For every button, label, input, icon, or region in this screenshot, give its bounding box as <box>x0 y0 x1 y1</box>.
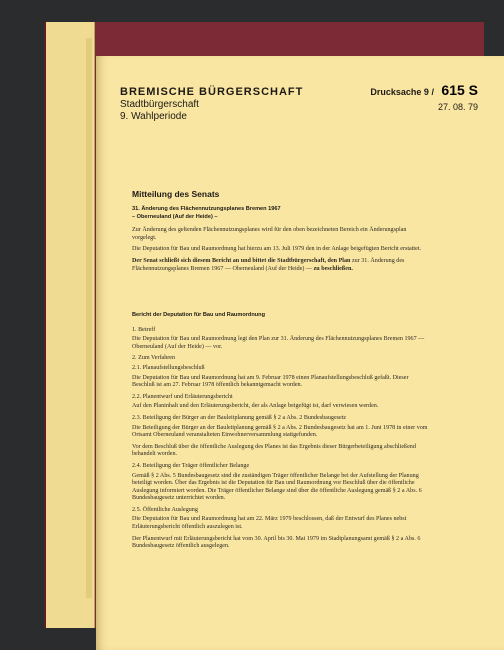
document-reference <box>370 82 478 112</box>
intro-paragraph-2: Die Deputation für Bau und Raumordnung hat hierzu am 13. Juli 1979 den in der Anlage beigefügten Bericht erstattet. <box>132 246 422 253</box>
section-2-1-title: 2.1. Planaufstellungsbeschluß <box>132 364 205 371</box>
intro-p3-rest: zur 31. Änderung des Flächennutzungsplanes Bremen 1967 — Oberneuland (Auf der Heide) — <box>132 257 405 272</box>
intro-paragraph-1: Zur Änderung des geltenden Flächennutzungsplanes wird für den oben bezeichneten Bereich ein Änderungsplan vorgelegt. <box>132 227 407 241</box>
page-title: Mitteilung des Senats <box>132 189 220 199</box>
report-heading: Bericht der Deputation für Bau und Raumordnung <box>132 312 266 318</box>
section-2-5-text-1: Die Deputation für Bau und Raumordnung hat am 22. März 1979 beschlossen, daß der Entwurf des Planes nebst Erläuterungsbericht öffentlich auszulegen ist. <box>132 516 407 531</box>
section-2-5-title: 2.5. Öffentliche Auslegung <box>132 506 198 513</box>
doc-date: 27. 08. 79 <box>437 102 478 112</box>
letterhead <box>120 86 303 122</box>
legislative-period: 9. Wahlperiode <box>120 111 187 122</box>
intro-paragraph-3 <box>132 258 432 273</box>
previous-page-edge <box>46 22 95 628</box>
document-page <box>96 56 504 650</box>
doc-label: Drucksache 9 / <box>370 87 434 97</box>
intro-p3-bold: Der Senat schließt sich diesem Bericht an und bittet die Stadtbürgerschaft, den Plan <box>132 257 351 264</box>
section-2-3-text-2: Vor dem Beschluß über die öffentliche Auslegung des Planes ist das Ergebnis dieser Bürgerbeteiligung abschließend behandelt worden. <box>132 443 416 458</box>
intro-p3-end: zu beschließen. <box>313 265 353 272</box>
subject-line-2: – Oberneuland (Auf der Heide) – <box>132 213 218 220</box>
section-2-4-text: Gemäß § 2 Abs. 5 Bundesbaugesetz sind die zuständigen Träger öffentlicher Belange bei der Aufstellung der Planung beteiligt worden. Über das Ergebnis ist die Deputation für Bau und Raumordnung vor Beschluß über die öffentliche Auslegung informiert worden. Die Träger öffentlicher Belange sind über die öffentliche Auslegung gemäß § 2 a Abs. 6 Bundesbaugesetz unterrichtet worden. <box>132 472 422 502</box>
section-2-1-text: Die Deputation für Bau und Raumordnung hat am 9. Februar 1978 einen Planaufstellungsbeschluß gefaßt. Dieser Beschluß ist am 27. Februar 1978 öffentlich bekanntgemacht worden. <box>132 374 409 389</box>
doc-number: 615 S <box>441 82 478 98</box>
section-1-title: 1. Betreff <box>132 326 156 333</box>
binder-cover <box>44 22 484 628</box>
section-2-4-title: 2.4. Beteiligung der Träger öffentlicher Belange <box>132 462 250 469</box>
section-2-5-text-2: Der Planentwurf mit Erläuterungsbericht hat vom 30. April bis 30. Mai 1979 im Stadtplanungsamt gemäß § 2 a Abs. 6 Bundesbaugesetz öffentlich ausgelegen. <box>132 535 421 550</box>
report-section <box>132 312 432 555</box>
intro-section <box>132 206 432 277</box>
subject-line-1: 31. Änderung des Flächennutzungsplanes Bremen 1967 <box>132 206 281 212</box>
section-2-2-title: 2.2. Planentwurf und Erläuterungsbericht <box>132 393 233 400</box>
section-1-text: Die Deputation für Bau und Raumordnung legt den Plan zur 31. Änderung des Flächennutzungsplanes Bremen 1967 — Oberneuland (Auf der Heide) — vor. <box>132 336 425 350</box>
section-2-title: 2. Zum Verfahren <box>132 355 176 362</box>
section-2-2-text: Auf den Planinhalt und den Erläuterungsbericht, der als Anlage beigefügt ist, darf verwiesen werden. <box>132 403 379 410</box>
section-2-3-title: 2.3. Beteiligung der Bürger an der Bauleitplanung gemäß § 2 a Abs. 2 Bundesbaugesetz <box>132 414 347 421</box>
page-stack-edge <box>86 38 92 598</box>
section-2-3-text-1: Die Beteiligung der Bürger an der Bauleitplanung gemäß § 2 a Abs. 2 Bundesbaugesetz hat am 1. Juni 1978 in einer vom Ortsamt Oberneuland veranstalteten Einwohnerversammlung stattgefunden. <box>132 424 428 439</box>
organization-name: BREMISCHE BÜRGERSCHAFT <box>120 86 304 98</box>
chamber-name: Stadtbürgerschaft <box>120 99 199 110</box>
